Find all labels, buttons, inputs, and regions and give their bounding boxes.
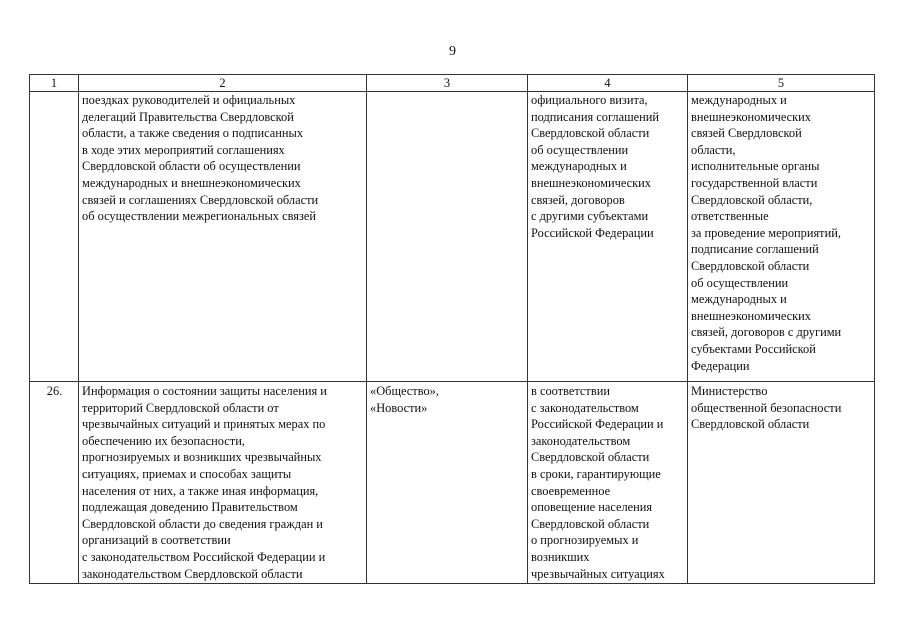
cell-text-line: субъектами Российской bbox=[691, 341, 816, 356]
header-col-5: 5 bbox=[688, 75, 875, 92]
cell-text-line: в сроки, гарантирующие bbox=[531, 466, 661, 481]
cell-text-line: внешнеэкономических bbox=[691, 109, 812, 124]
cell-text-line: о прогнозируемых и bbox=[531, 533, 639, 548]
cell-text-line: «Общество», bbox=[370, 384, 439, 398]
cell-text-line: Свердловской области об осуществлении bbox=[82, 159, 301, 174]
timing-cell bbox=[528, 92, 688, 382]
cell-text-line: Федерации bbox=[691, 358, 750, 373]
cell-text-line: связей Свердловской bbox=[691, 126, 802, 141]
table-row bbox=[30, 92, 875, 382]
cell-text-line: подписания соглашений bbox=[531, 109, 660, 124]
table-header-row bbox=[30, 75, 875, 92]
cell-text-line: Свердловской области, bbox=[691, 192, 813, 207]
cell-text-line: официального визита, bbox=[531, 93, 648, 107]
header-col-2: 2 bbox=[79, 75, 367, 92]
cell-text-line: общественной безопасности bbox=[691, 400, 842, 415]
cell-text-line: возникших bbox=[531, 549, 590, 564]
cell-text-line: государственной власти bbox=[691, 175, 818, 190]
cell-text-line: связей и соглашениях Свердловской области bbox=[82, 192, 319, 207]
cell-text-line: Свердловской области bbox=[531, 126, 650, 141]
cell-text-line: обеспечению их безопасности, bbox=[82, 433, 245, 448]
cell-text-line: оповещение населения bbox=[531, 500, 653, 515]
cell-text-line: за проведение мероприятий, bbox=[691, 225, 841, 240]
cell-text-line: территорий Свердловской области от bbox=[82, 400, 279, 415]
timing-cell bbox=[528, 382, 688, 584]
cell-text-line: с законодательством bbox=[531, 400, 639, 415]
cell-text-line: Российской Федерации bbox=[531, 225, 654, 240]
responsible-cell bbox=[688, 382, 875, 584]
cell-text-line: ответственные bbox=[691, 209, 769, 224]
cell-text-line: об осуществлении межрегиональных связей bbox=[82, 209, 316, 224]
cell-text-line: подлежащая доведению Правительством bbox=[82, 500, 298, 515]
info-description-cell bbox=[79, 92, 367, 382]
cell-text-line: области, bbox=[691, 142, 736, 157]
cell-text-line: подписание соглашений bbox=[691, 242, 819, 257]
cell-text-line: «Новости» bbox=[370, 400, 428, 415]
cell-text-line: исполнительные органы bbox=[691, 159, 820, 174]
cell-text-line: Свердловской области bbox=[531, 516, 650, 531]
cell-text-line: международных и bbox=[531, 159, 627, 174]
header-col-4: 4 bbox=[528, 75, 688, 92]
cell-text-line: в соответствии bbox=[531, 384, 610, 398]
cell-text-line: с другими субъектами bbox=[531, 209, 649, 224]
row-number bbox=[30, 92, 79, 382]
cell-text-line: законодательством bbox=[531, 433, 631, 448]
cell-text-line: связей, договоров с другими bbox=[691, 325, 842, 340]
cell-text-line: чрезвычайных ситуаций и принятых мерах по bbox=[82, 417, 326, 432]
cell-text-line: чрезвычайных ситуациях bbox=[531, 566, 665, 581]
responsible-cell bbox=[688, 92, 875, 382]
cell-text-line: Свердловской области bbox=[691, 417, 810, 432]
cell-text-line: своевременное bbox=[531, 483, 611, 498]
cell-text-line: организаций в соответствии bbox=[82, 533, 231, 548]
cell-text-line: об осуществлении bbox=[531, 142, 629, 157]
cell-text-line: связей, договоров bbox=[531, 192, 625, 207]
table-row bbox=[30, 382, 875, 584]
cell-text-line: Российской Федерации и bbox=[531, 417, 664, 432]
document-table bbox=[29, 74, 875, 584]
page-number: 9 bbox=[449, 44, 456, 59]
cell-text-line: международных и bbox=[691, 93, 787, 107]
cell-text-line: с законодательством Российской Федерации и bbox=[82, 549, 326, 564]
info-description-cell bbox=[79, 382, 367, 584]
cell-text-line: Информация о состоянии защиты населения и bbox=[82, 384, 327, 398]
cell-text-line: международных и внешнеэкономических bbox=[82, 175, 301, 190]
cell-text-line: в ходе этих мероприятий соглашениях bbox=[82, 142, 285, 157]
cell-text-line: поездках руководителей и официальных bbox=[82, 93, 296, 107]
site-section-cell bbox=[367, 382, 528, 584]
cell-text-line: делегаций Правительства Свердловской bbox=[82, 109, 294, 124]
row-number: 26. bbox=[30, 382, 79, 584]
cell-text-line: внешнеэкономических bbox=[691, 308, 812, 323]
cell-text-line: Свердловской области bbox=[531, 450, 650, 465]
cell-text-line: об осуществлении bbox=[691, 275, 789, 290]
cell-text-line: населения от них, а также иная информация, bbox=[82, 483, 319, 498]
cell-text-line: законодательством Свердловской области bbox=[82, 566, 303, 581]
cell-text-line: ситуациях, приемах и способах защиты bbox=[82, 466, 292, 481]
header-col-1: 1 bbox=[30, 75, 79, 92]
header-col-3: 3 bbox=[367, 75, 528, 92]
cell-text-line: области, а также сведения о подписанных bbox=[82, 126, 304, 141]
site-section-cell bbox=[367, 92, 528, 382]
cell-text-line: международных и bbox=[691, 292, 787, 307]
cell-text-line: Министерство bbox=[691, 384, 768, 398]
cell-text-line: Свердловской области bbox=[691, 258, 810, 273]
cell-text-line: прогнозируемых и возникших чрезвычайных bbox=[82, 450, 322, 465]
cell-text-line: внешнеэкономических bbox=[531, 175, 652, 190]
cell-text-line: Свердловской области до сведения граждан и bbox=[82, 516, 323, 531]
